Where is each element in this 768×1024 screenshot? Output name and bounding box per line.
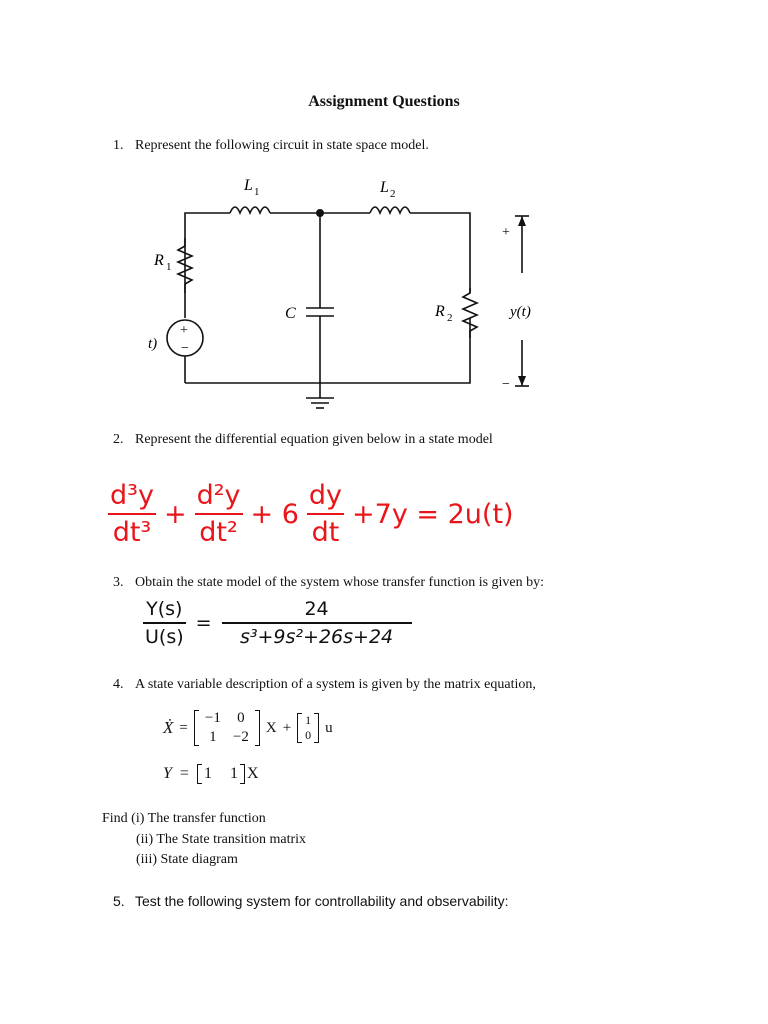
label-source: t) bbox=[148, 336, 158, 352]
wire-bottom bbox=[185, 318, 470, 383]
question-1-number: 1. bbox=[113, 138, 124, 153]
question-5-text: Test the following system for controllability and observability: bbox=[135, 893, 509, 909]
svg-text:1: 1 bbox=[254, 186, 260, 198]
svg-text:2: 2 bbox=[390, 188, 396, 200]
label-l1: L bbox=[244, 177, 253, 194]
inductor-l2 bbox=[370, 207, 410, 213]
inductor-l1 bbox=[230, 207, 270, 213]
junction-node bbox=[316, 209, 324, 217]
question-4-number: 4. bbox=[113, 677, 124, 692]
term-second-derivative: $\frac{\text{d²y}}{\text{dt²}}$ bbox=[196, 480, 241, 548]
question-2-text: Represent the differential equation given below in a state model bbox=[135, 432, 493, 447]
svg-text:2: 2 bbox=[447, 312, 453, 324]
term-third-derivative: $\frac{\text{d³y}}{\text{dt³}}$ bbox=[110, 480, 154, 548]
label-output: y(t) bbox=[510, 304, 531, 320]
label-r2: R bbox=[435, 303, 445, 320]
transfer-function: $\frac{Y(s)}{U(s)}$ = $\frac{24}{\text{s³+9s²+26s+24}}$ bbox=[143, 598, 412, 648]
source-minus: − bbox=[181, 341, 189, 356]
matrix-c: 1 1 bbox=[197, 764, 245, 784]
question-5-number: 5. bbox=[113, 893, 125, 909]
question-4-text: A state variable description of a system is given by the matrix equation, bbox=[135, 677, 536, 692]
question-4 bbox=[113, 677, 536, 693]
label-c: C bbox=[285, 305, 296, 322]
term-first-derivative: $\frac{dy}{dt}$ bbox=[308, 480, 343, 548]
label-r1: R bbox=[154, 252, 164, 269]
label-l2: L bbox=[380, 179, 389, 196]
find-item-2: (ii) The State transition matrix bbox=[136, 832, 307, 847]
source-plus: + bbox=[180, 323, 188, 338]
wire-right-top bbox=[410, 213, 470, 293]
question-3 bbox=[113, 575, 544, 591]
differential-equation: $\frac{\text{d³y}}{\text{dt³}}$ + $\frac{\text{d²y}}{\text{dt²}}$ + 6 $\frac{dy}{dt}$ +7y = 2u(t) bbox=[110, 480, 514, 548]
page-title: Assignment Questions bbox=[308, 93, 460, 110]
find-intro: Find (i) The transfer function bbox=[102, 811, 266, 826]
question-2 bbox=[113, 432, 493, 448]
state-equation: Ẋ = −1 0 1 −2 X + 1 0 u bbox=[163, 710, 333, 745]
question-1-text: Represent the following circuit in state space model. bbox=[135, 138, 429, 153]
find-item-3: (iii) State diagram bbox=[136, 852, 238, 867]
question-2-number: 2. bbox=[113, 432, 124, 447]
question-3-text: Obtain the state model of the system whose transfer function is given by: bbox=[135, 575, 545, 590]
output-equation: Y = 1 1 X bbox=[163, 765, 259, 782]
matrix-a: −1 0 1 −2 bbox=[194, 710, 260, 746]
question-1 bbox=[113, 138, 429, 154]
resistor-r2 bbox=[463, 288, 477, 338]
output-plus: + bbox=[502, 225, 510, 240]
matrix-b: 1 0 bbox=[297, 713, 319, 743]
circuit-diagram bbox=[140, 168, 560, 418]
output-minus: − bbox=[502, 377, 510, 392]
question-5 bbox=[113, 893, 509, 909]
svg-text:1: 1 bbox=[166, 261, 172, 273]
question-3-number: 3. bbox=[113, 575, 124, 590]
